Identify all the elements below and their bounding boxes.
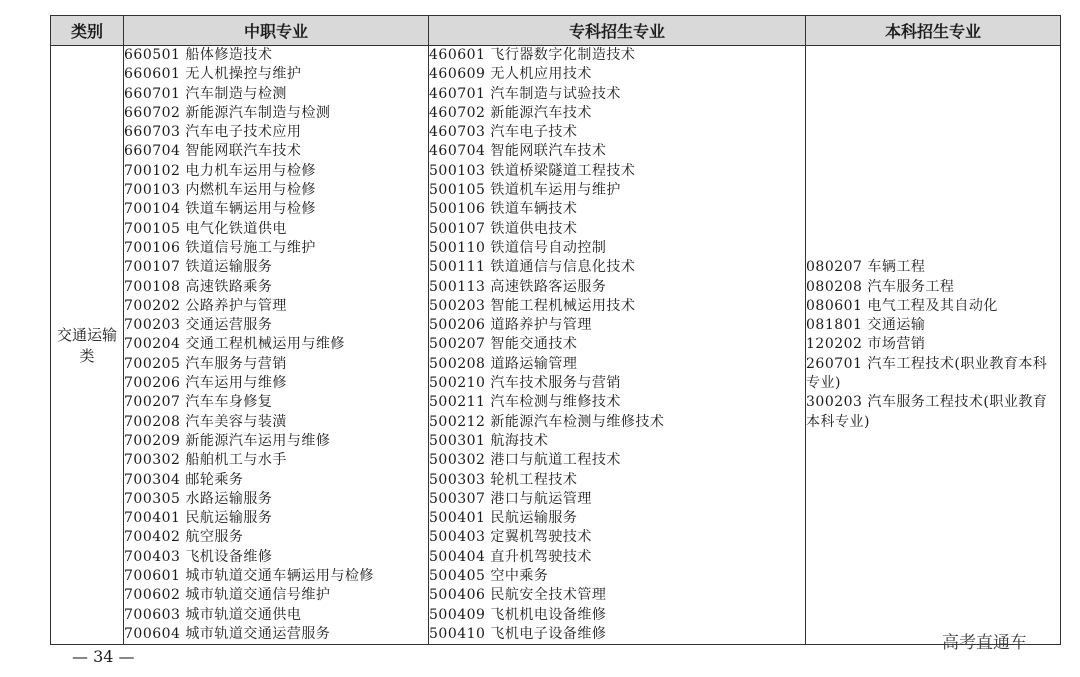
- major-code: 500409: [429, 606, 486, 623]
- major-name: 铁道机车运用与维护: [490, 182, 621, 199]
- major-code: 460702: [429, 104, 486, 121]
- major-name: 定翼机驾驶技术: [490, 529, 592, 546]
- list-item: [124, 181, 428, 200]
- major-name: 直升机驾驶技术: [490, 548, 592, 565]
- list-item: [124, 374, 428, 393]
- major-name: 汽车技术服务与营销: [490, 375, 621, 392]
- major-name: 汽车电子技术应用: [185, 124, 302, 141]
- table-row: [51, 46, 1061, 645]
- major-code: 700402: [124, 529, 181, 546]
- list-item: [429, 297, 805, 316]
- major-name: 邮轮乘务: [185, 471, 244, 488]
- major-code: 500207: [429, 336, 486, 353]
- major-code: 460609: [429, 66, 486, 83]
- major-code: 700102: [124, 162, 181, 179]
- major-code: 500211: [429, 394, 486, 411]
- header-zhongzhi: 中职专业: [124, 16, 429, 46]
- list-item: [429, 46, 805, 65]
- major-name: 汽车服务与营销: [185, 355, 287, 372]
- list-item: [429, 335, 805, 354]
- major-name: 轮机工程技术: [490, 471, 578, 488]
- major-name: 交通运输: [867, 317, 926, 334]
- list-item: [806, 335, 1060, 354]
- major-code: 500111: [429, 259, 486, 276]
- list-item: [806, 278, 1060, 297]
- major-code: 700203: [124, 317, 181, 334]
- major-name: 飞机机电设备维修: [490, 606, 607, 623]
- list-item: [124, 432, 428, 451]
- major-name: 铁道车辆运用与检修: [185, 201, 316, 218]
- watermark-text: 高考直通车: [942, 633, 1027, 653]
- list-item: [429, 200, 805, 219]
- major-name: 汽车服务工程技术(职业教育本科专业): [806, 394, 1048, 430]
- major-code: 500113: [429, 278, 486, 295]
- major-name: 铁道通信与信息化技术: [490, 259, 636, 276]
- list-item: [124, 46, 428, 65]
- major-name: 铁道运输服务: [185, 259, 273, 276]
- major-name: 民航运输服务: [185, 510, 273, 527]
- major-code: 700108: [124, 278, 181, 295]
- major-code: 700202: [124, 297, 181, 314]
- list-item: [429, 606, 805, 625]
- major-name: 航海技术: [490, 432, 549, 449]
- major-name: 高速铁路客运服务: [490, 278, 607, 295]
- category-cell: 交通运输类: [51, 46, 124, 645]
- major-code: 700209: [124, 432, 181, 449]
- major-code: 460601: [429, 47, 486, 63]
- major-code: 500405: [429, 568, 486, 585]
- major-code: 660702: [124, 104, 181, 121]
- list-item: [429, 432, 805, 451]
- major-code: 500107: [429, 220, 486, 237]
- list-item: [124, 142, 428, 161]
- major-code: 700302: [124, 452, 181, 469]
- major-name: 城市轨道交通信号维护: [185, 587, 331, 604]
- major-code: 700208: [124, 413, 181, 430]
- zhongzhi-list: [124, 46, 429, 645]
- major-name: 电力机车运用与检修: [185, 162, 316, 179]
- list-item: [124, 239, 428, 258]
- major-name: 城市轨道交通车辆运用与检修: [185, 568, 374, 585]
- major-name: 民航运输服务: [490, 510, 578, 527]
- list-item: [124, 258, 428, 277]
- major-name: 汽车制造与试验技术: [490, 85, 621, 102]
- major-code: 700304: [124, 471, 181, 488]
- major-name: 汽车检测与维修技术: [490, 394, 621, 411]
- list-item: [124, 567, 428, 586]
- list-item: [124, 335, 428, 354]
- major-name: 船舶机工与水手: [185, 452, 287, 469]
- major-name: 智能交通技术: [490, 336, 578, 353]
- major-code: 500401: [429, 510, 486, 527]
- major-name: 铁道车辆技术: [490, 201, 578, 218]
- major-name: 汽车工程技术(职业教育本科专业): [806, 355, 1048, 392]
- major-name: 铁道供电技术: [490, 220, 578, 237]
- major-name: 城市轨道交通供电: [185, 606, 302, 623]
- major-name: 船体修造技术: [185, 47, 273, 63]
- list-item: [429, 65, 805, 84]
- major-code: 080601: [806, 297, 863, 314]
- list-item: [429, 528, 805, 547]
- list-item: [429, 239, 805, 258]
- major-code: 700103: [124, 182, 181, 199]
- list-item: [124, 509, 428, 528]
- list-item: [806, 393, 1060, 432]
- major-code: 700602: [124, 587, 181, 604]
- major-name: 无人机操控与维护: [185, 66, 302, 83]
- major-name: 智能工程机械运用技术: [490, 297, 636, 314]
- list-item: [806, 316, 1060, 335]
- list-item: [124, 413, 428, 432]
- major-name: 公路养护与管理: [185, 297, 287, 314]
- major-code: 260701: [806, 355, 863, 372]
- list-item: [124, 297, 428, 316]
- major-code: 660701: [124, 85, 181, 102]
- list-item: [124, 355, 428, 374]
- major-code: 500106: [429, 201, 486, 218]
- list-item: [429, 509, 805, 528]
- major-name: 航空服务: [185, 529, 244, 546]
- list-item: [806, 297, 1060, 316]
- major-code: 700107: [124, 259, 181, 276]
- major-code: 500212: [429, 413, 486, 430]
- major-name: 道路运输管理: [490, 355, 578, 372]
- major-code: 500208: [429, 355, 486, 372]
- header-zhuanke: 专科招生专业: [429, 16, 806, 46]
- list-item: [429, 490, 805, 509]
- major-code: 700206: [124, 375, 181, 392]
- major-name: 汽车运用与维修: [185, 375, 287, 392]
- list-item: [429, 278, 805, 297]
- major-code: 500302: [429, 452, 486, 469]
- list-item: [429, 393, 805, 412]
- list-item: [429, 316, 805, 335]
- major-name: 汽车车身修复: [185, 394, 273, 411]
- list-item: [124, 316, 428, 335]
- list-item: [124, 123, 428, 142]
- major-name: 港口与航运管理: [490, 490, 592, 507]
- page-number: — 34 —: [72, 647, 135, 666]
- major-name: 道路养护与管理: [490, 317, 592, 334]
- major-name: 飞行器数字化制造技术: [490, 47, 636, 63]
- major-code: 700305: [124, 490, 181, 507]
- major-code: 080207: [806, 259, 863, 276]
- major-code: 080208: [806, 278, 863, 295]
- list-item: [429, 142, 805, 161]
- major-name: 电气化铁道供电: [185, 220, 287, 237]
- major-name: 汽车服务工程: [867, 278, 955, 295]
- list-item: [429, 548, 805, 567]
- list-item: [429, 567, 805, 586]
- list-item: [429, 451, 805, 470]
- header-benke: 本科招生专业: [806, 16, 1061, 46]
- major-code: 700401: [124, 510, 181, 527]
- list-item: [124, 104, 428, 123]
- major-name: 空中乘务: [490, 568, 549, 585]
- zhuanke-list: [429, 46, 806, 645]
- list-item: [124, 586, 428, 605]
- major-code: 500307: [429, 490, 486, 507]
- major-name: 新能源汽车制造与检测: [185, 104, 331, 121]
- major-code: 660703: [124, 124, 181, 141]
- major-name: 飞机电子设备维修: [490, 625, 607, 642]
- major-code: 700204: [124, 336, 181, 353]
- major-code: 460703: [429, 124, 486, 141]
- major-code: 660501: [124, 47, 181, 63]
- major-code: 700205: [124, 355, 181, 372]
- major-code: 081801: [806, 317, 863, 334]
- major-name: 民航安全技术管理: [490, 587, 607, 604]
- list-item: [124, 548, 428, 567]
- major-name: 铁道信号自动控制: [490, 239, 607, 256]
- major-code: 500210: [429, 375, 486, 392]
- list-item: [429, 471, 805, 490]
- header-row: [51, 16, 1061, 46]
- list-item: [124, 490, 428, 509]
- major-name: 新能源汽车运用与维修: [185, 432, 331, 449]
- major-code: 500404: [429, 548, 486, 565]
- major-name: 汽车电子技术: [490, 124, 578, 141]
- major-code: 460704: [429, 143, 486, 160]
- list-item: [429, 413, 805, 432]
- list-item: [124, 471, 428, 490]
- major-name: 高速铁路乘务: [185, 278, 273, 295]
- major-code: 500403: [429, 529, 486, 546]
- list-item: [124, 65, 428, 84]
- major-name: 交通工程机械运用与维修: [185, 336, 345, 353]
- major-name: 无人机应用技术: [490, 66, 592, 83]
- major-code: 500303: [429, 471, 486, 488]
- major-code: 700603: [124, 606, 181, 623]
- list-item: [124, 393, 428, 412]
- header-category: 类别: [51, 16, 124, 46]
- list-item: [429, 374, 805, 393]
- major-name: 汽车制造与检测: [185, 85, 287, 102]
- list-item: [806, 355, 1060, 394]
- major-name: 智能网联汽车技术: [490, 143, 607, 160]
- benke-list: [806, 46, 1061, 645]
- list-item: [124, 528, 428, 547]
- major-code: 700105: [124, 220, 181, 237]
- major-name: 新能源汽车技术: [490, 104, 592, 121]
- major-name: 水路运输服务: [185, 490, 273, 507]
- list-item: [124, 85, 428, 104]
- list-item: [124, 200, 428, 219]
- major-code: 500406: [429, 587, 486, 604]
- list-item: [429, 586, 805, 605]
- major-name: 港口与航道工程技术: [490, 452, 621, 469]
- major-code: 500110: [429, 239, 486, 256]
- major-name: 铁道信号施工与维护: [185, 239, 316, 256]
- major-name: 铁道桥梁隧道工程技术: [490, 162, 636, 179]
- major-code: 300203: [806, 394, 863, 411]
- list-item: [429, 181, 805, 200]
- major-code: 500103: [429, 162, 486, 179]
- major-code: 500301: [429, 432, 486, 449]
- major-code: 700403: [124, 548, 181, 565]
- major-code: 500410: [429, 625, 486, 642]
- list-item: [806, 258, 1060, 277]
- major-name: 城市轨道交通运营服务: [185, 625, 331, 642]
- list-item: [429, 355, 805, 374]
- major-code: 700604: [124, 625, 181, 642]
- major-name: 车辆工程: [867, 259, 926, 276]
- major-code: 660601: [124, 66, 181, 83]
- list-item: [429, 104, 805, 123]
- list-item: [429, 258, 805, 277]
- list-item: [429, 162, 805, 181]
- list-item: [429, 85, 805, 104]
- list-item: [124, 162, 428, 181]
- list-item: [124, 278, 428, 297]
- major-code: 500206: [429, 317, 486, 334]
- list-item: [429, 625, 805, 644]
- major-name: 新能源汽车检测与维修技术: [490, 413, 665, 430]
- list-item: [429, 123, 805, 142]
- major-table: [50, 15, 1061, 645]
- major-code: 700104: [124, 201, 181, 218]
- major-name: 电气工程及其自动化: [867, 297, 998, 314]
- list-item: [124, 606, 428, 625]
- major-code: 700106: [124, 239, 181, 256]
- list-item: [124, 451, 428, 470]
- major-code: 500105: [429, 182, 486, 199]
- list-item: [124, 625, 428, 644]
- major-code: 460701: [429, 85, 486, 102]
- major-code: 700601: [124, 568, 181, 585]
- major-name: 交通运营服务: [185, 317, 273, 334]
- major-code: 120202: [806, 336, 863, 353]
- major-code: 700207: [124, 394, 181, 411]
- major-name: 汽车美容与装潢: [185, 413, 287, 430]
- major-name: 飞机设备维修: [185, 548, 273, 565]
- major-name: 智能网联汽车技术: [185, 143, 302, 160]
- major-name: 市场营销: [867, 336, 926, 353]
- major-code: 500203: [429, 297, 486, 314]
- major-code: 660704: [124, 143, 181, 160]
- list-item: [124, 220, 428, 239]
- list-item: [429, 220, 805, 239]
- major-name: 内燃机车运用与检修: [185, 182, 316, 199]
